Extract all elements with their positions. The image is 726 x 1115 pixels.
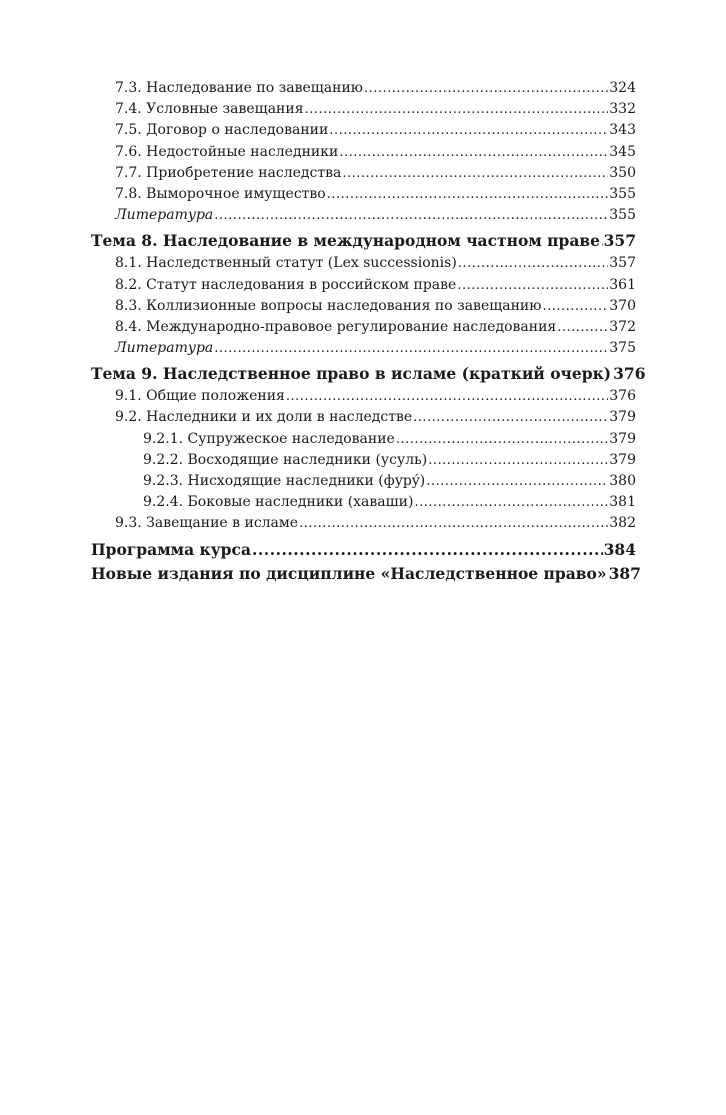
- dot-leader: [364, 78, 608, 99]
- dot-leader: [458, 253, 608, 274]
- toc-entry-title: 7.8. Выморочное имущество: [115, 185, 326, 202]
- toc-entry-title: Литература: [115, 340, 214, 357]
- toc-entry-title: 8.1. Наследственный статут (Lex successionis): [115, 255, 457, 272]
- toc-entry-7-7[interactable]: [91, 163, 636, 184]
- toc-entry-title: 8.2. Статут наследования в российском праве: [115, 276, 457, 293]
- toc-entry-title: 9.2. Наследники и их доли в наследстве: [115, 409, 413, 426]
- table-of-contents: [91, 78, 646, 586]
- dot-leader: [542, 296, 608, 317]
- dot-leader: [457, 275, 608, 296]
- toc-entry-9-2-1[interactable]: [91, 429, 636, 450]
- toc-chapter-page: 387: [608, 563, 641, 583]
- toc-entry-page: 382: [609, 515, 636, 532]
- toc-entry-literature-8[interactable]: [91, 338, 636, 359]
- toc-chapter-title: Тема 9. Наследственное право в исламе (краткий очерк): [91, 364, 612, 384]
- toc-entry-literature-7[interactable]: [91, 205, 636, 226]
- toc-chapter-8[interactable]: [91, 229, 636, 253]
- toc-entry-7-3[interactable]: [91, 78, 636, 99]
- toc-entry-8-3[interactable]: [91, 296, 636, 317]
- toc-entry-page: 343: [609, 122, 636, 139]
- dot-leader: [396, 429, 608, 450]
- dot-leader: [329, 120, 608, 141]
- toc-entry-title: 9.2.2. Восходящие наследники (усуль): [143, 451, 428, 468]
- toc-entry-title: Литература: [115, 207, 214, 224]
- toc-entry-page: 381: [609, 494, 636, 511]
- toc-entry-page: 357: [609, 255, 636, 272]
- toc-entry-title: 9.2.3. Нисходящие наследники (фурý): [143, 473, 426, 489]
- toc-entry-title: 7.6. Недостойные наследники: [115, 143, 339, 160]
- toc-entry-title: 9.2.1. Супружеское наследование: [143, 430, 395, 447]
- dot-leader: [299, 513, 608, 534]
- toc-entry-page: 379: [609, 430, 636, 447]
- toc-entry-page: 324: [609, 80, 636, 96]
- toc-chapter-title: Программа курса: [91, 539, 251, 559]
- toc-entry-page: 345: [609, 143, 636, 160]
- toc-entry-title: 8.3. Коллизионные вопросы наследования по завещанию: [115, 297, 542, 314]
- dot-leader: [414, 492, 608, 513]
- toc-entry-page: 332: [609, 101, 636, 118]
- toc-chapter-page: 376: [613, 364, 646, 384]
- toc-entry-title: 9.3. Завещание в исламе: [115, 515, 299, 532]
- toc-entry-page: 361: [609, 276, 636, 293]
- toc-entry-8-4[interactable]: [91, 317, 636, 338]
- toc-entry-9-1[interactable]: [91, 386, 636, 407]
- dot-leader: [327, 184, 609, 205]
- toc-entry-page: 376: [609, 388, 636, 405]
- toc-chapter-title: Новые издания по дисциплине «Наследственное право»: [91, 563, 607, 583]
- toc-entry-9-3[interactable]: [91, 513, 636, 534]
- dot-leader: [413, 407, 608, 428]
- toc-entry-page: 370: [609, 297, 636, 314]
- toc-entry-8-1[interactable]: [91, 253, 636, 274]
- toc-entry-page: 380: [609, 473, 636, 489]
- toc-entry-9-2-3[interactable]: [91, 471, 636, 492]
- toc-entry-page: 372: [609, 318, 636, 335]
- dot-leader: [426, 471, 608, 492]
- toc-entry-title: 7.7. Приобретение наследства: [115, 164, 342, 181]
- toc-entry-page: 355: [609, 207, 636, 224]
- toc-course-program[interactable]: [91, 538, 636, 562]
- toc-entry-title: 8.4. Международно-правовое регулирование наследования: [115, 318, 557, 335]
- dot-leader: [214, 338, 608, 359]
- toc-new-editions[interactable]: [91, 562, 641, 586]
- dot-leader: [339, 142, 608, 163]
- toc-entry-title: 7.4. Условные завещания: [115, 101, 304, 118]
- toc-entry-page: 379: [609, 451, 636, 468]
- toc-entry-page: 379: [609, 409, 636, 426]
- dot-leader: [252, 538, 603, 562]
- toc-entry-title: 9.2.4. Боковые наследники (хаваши): [143, 494, 414, 511]
- dot-leader: [342, 163, 608, 184]
- toc-entry-7-6[interactable]: [91, 142, 636, 163]
- dot-leader: [305, 99, 609, 120]
- toc-entry-page: 355: [609, 185, 636, 202]
- toc-chapter-9[interactable]: [91, 362, 646, 386]
- toc-entry-title: 7.5. Договор о наследовании: [115, 122, 329, 139]
- toc-entry-9-2[interactable]: [91, 407, 636, 428]
- dot-leader: [214, 205, 608, 226]
- toc-entry-7-8[interactable]: [91, 184, 636, 205]
- dot-leader: [557, 317, 608, 338]
- dot-leader: [601, 229, 603, 253]
- toc-chapter-page: 384: [603, 539, 636, 559]
- toc-entry-title: 9.1. Общие положения: [115, 388, 285, 405]
- dot-leader: [286, 386, 608, 407]
- toc-entry-7-5[interactable]: [91, 120, 636, 141]
- toc-entry-9-2-4[interactable]: [91, 492, 636, 513]
- toc-entry-title: 7.3. Наследование по завещанию: [115, 80, 363, 96]
- toc-chapter-title: Тема 8. Наследование в международном частном праве: [91, 231, 601, 251]
- dot-leader: [428, 450, 608, 471]
- toc-entry-page: 375: [609, 340, 636, 357]
- toc-chapter-page: 357: [603, 231, 636, 251]
- toc-entry-page: 350: [609, 164, 636, 181]
- toc-entry-9-2-2[interactable]: [91, 450, 636, 471]
- toc-entry-8-2[interactable]: [91, 275, 636, 296]
- toc-entry-7-4[interactable]: [91, 99, 636, 120]
